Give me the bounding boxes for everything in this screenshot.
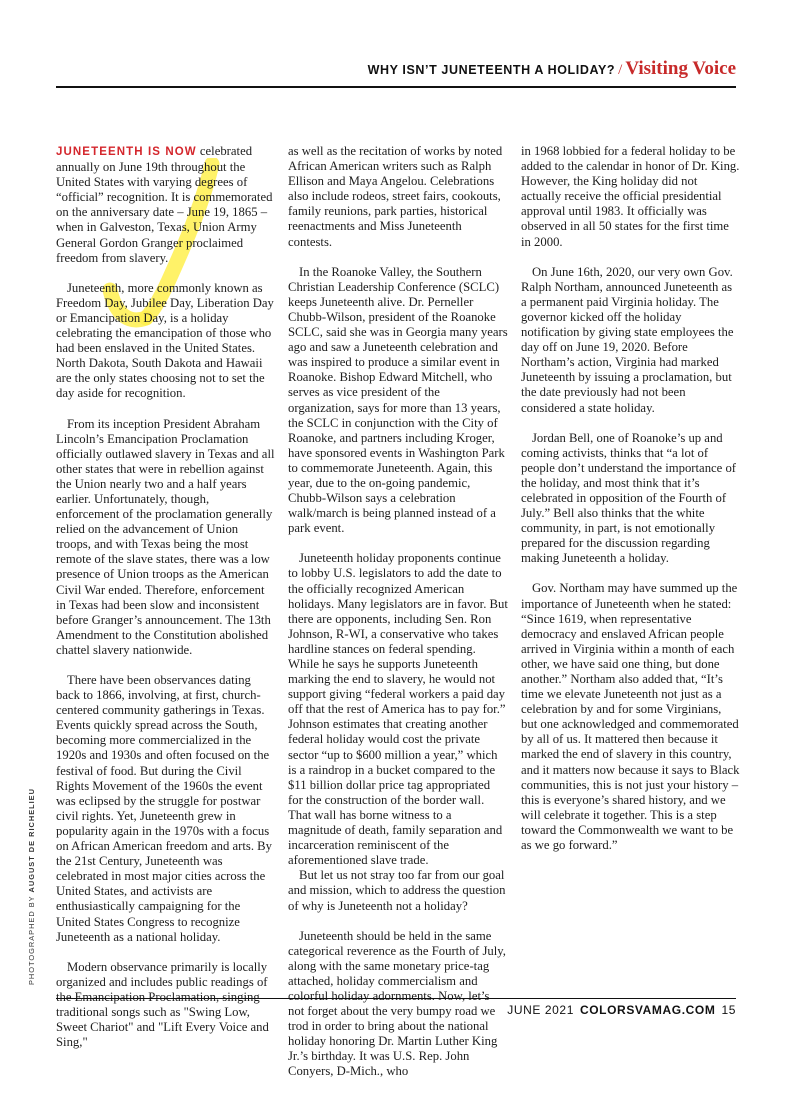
section-name: Visiting Voice [625, 58, 736, 79]
folio [507, 1003, 736, 1017]
paragraph: There have been observances dating back to 1866, involving, at first, church-centered community gatherings in Texas. Events quickly spread across the South, becoming more commercialized in the 1920s and 1930s and often focused on the festival of food. But during the Civil Rights Movement of the 1960s the event was eclipsed by the struggle for postwar civil rights. Yet, Juneteenth grew in popularity again in the 1970s with a focus on African American freedom and arts. By the 21st Century, Juneteenth was celebrated in most major cities across the United States, and activists are enthusiastically campaigning for the United States Congress to recognize Juneteenth as a national holiday. [56, 673, 272, 944]
header-separator: / [618, 62, 623, 78]
paragraph: Juneteenth holiday proponents continue to lobby U.S. legislators to add the date to the officially recognized American holidays. Many legislators are in favor. But there are opponents, including Sen. Ron Johnson, R-WI, a conservative who takes hardline stances on federal spending. While he says he supports Juneteenth marking the end to slavery, he would not support giving “federal workers a paid day off that the rest of America has to pay for.” Johnson estimates that creating another federal holiday would cost the private sector “up to $600 million a year,” which is a raindrop in a bucket compared to the $11 billion dollar price tag appropriated for the construction of the border wall. That wall has borne witness to a magnitude of death, family separation and incarceration reminiscent of the aforementioned slave trade. [288, 551, 508, 868]
paragraph: Gov. Northam may have summed up the importance of Juneteenth when he stated: “Since 1619, when representative democracy and enslaved African people arrived in Virginia within a month of each other, we have said one thing, but done another.” Northam also added that, “It’s time we elevate Juneteenth not just as a celebration by and for some Virginians, but one acknowledged and commemorated by all of us. It mattered then because it marked the end of slavery in this country, and it matters now because it says to Black communities, this is not just your history – this is everyone’s shared history, and we will celebrate it together. This is a step toward the Commonwealth we want to be as we go forward.” [521, 581, 740, 853]
paragraph: in 1968 lobbied for a federal holiday to be added to the calendar in honor of Dr. King. However, the King holiday did not actually receive the official presidential approval until 1983. It officially was observed in all 50 states for the first time in 2000. [521, 144, 740, 249]
paragraph: On June 16th, 2020, our very own Gov. Ralph Northam, announced Juneteenth as a permanent paid Virginia holiday. The governor kicked off the holiday notification by giving state employees the day off on June 19, 2020. Before Northam’s action, Virginia had marked Juneteenth by issuing a proclamation, but the date previously had not been considered a state holiday. [521, 264, 734, 415]
paragraph: Jordan Bell, one of Roanoke’s up and coming activists, thinks that “a lot of people don’t understand the importance of the holiday, and most think that it’s celebrated in opposition of the Fourth of July.” Bell also thinks that the white community, in part, is not emotionally prepared for the discussion regarding making Juneteenth a holiday. [521, 430, 737, 566]
photo-credit-prefix: PHOTOGRAPHED BY [27, 895, 36, 985]
article-column-2 [288, 144, 508, 1095]
header-rule [56, 86, 736, 88]
issue-date: JUNE 2021 [507, 1003, 574, 1017]
paragraph: In the Roanoke Valley, the Southern Christian Leadership Conference (SCLC) keeps Juneteenth alive. Dr. Perneller Chubb-Wilson, president of the Roanoke SCLC, said she was in Georgia many years ago and saw a Juneteenth celebration and was inspired to produce a similar event in Roanoke. Bishop Edward Mitchell, who serves as vice president of the organization, says for more than 13 years, the SCLC in conjunction with the City of Roanoke, and partners including Kroger, have sponsored events in Washington Park to commemorate Juneteenth. Again, this year, due to the on-going pandemic, Chubb-Wilson says a celebration walk/march is being planned instead of a park event. [288, 264, 508, 536]
page-number: 15 [721, 1003, 736, 1017]
paragraph: as well as the recitation of works by noted African American writers such as Ralph Ellison and Maya Angelou. Celebrations also include rodeos, street fairs, cookouts, family reunions, park parties, historical reenactments and Miss Juneteenth contests. [288, 144, 503, 249]
article-column-3 [521, 144, 740, 868]
paragraph: But let us not stray too far from our goal and mission, which to address the question of why is Juneteenth not a holiday? [288, 868, 506, 913]
photo-credit [27, 788, 36, 985]
paragraph: Juneteenth should be held in the same categorical reverence as the Fourth of July, along with the same monetary price-tag attached, holiday commercialism and colorful holiday adornments. Now, let’s not forget about the very bumpy road we trod in order to bring about the national holiday honoring Dr. Martin Luther King Jr.’s birthday. It was U.S. Rep. John Conyers, D-Mich., who [288, 928, 506, 1079]
article-column-1 [56, 144, 275, 1065]
publication-site: COLORSVAMAG.COM [579, 1003, 716, 1017]
photographer-name: AUGUST DE RICHELIEU [27, 788, 36, 893]
footer-rule [56, 998, 736, 999]
paragraph: From its inception President Abraham Lincoln’s Emancipation Proclamation officially outlawed slavery in Texas and all other states that were in rebellion against the Union nearly two and a half years earlier. Unfortunately, though, enforcement of the proclamation generally relied on the advancement of Union troops, and with Texas being the most remote of the slave states, there was a low presence of Union troops as the American Civil War ended. Therefore, enforcement in Texas had been slow and inconsistent before Granger’s announcement. The 13th Amendment to the Constitution abolished chattel slavery nationwide. [56, 416, 275, 657]
paragraph: celebrated annually on June 19th throughout the United States with varying degrees of “official” recognition. It is commemorated on the anniversary date – June 19, 1865 – when in Galveston, Texas, Union Army General Gordon Granger proclaimed freedom from slavery. [56, 144, 273, 265]
lead-in: JUNETEENTH IS NOW [56, 146, 197, 158]
paragraph: Juneteenth, more commonly known as Freedom Day, Jubilee Day, Liberation Day or Emancipation Day, is a holiday celebrating the emancipation of those who had been enslaved in the United States. North Dakota, South Dakota and Hawaii are the only states choosing not to set the day aside for recognition. [56, 280, 274, 401]
paragraph: Modern observance primarily is locally organized and includes public readings of the Emancipation Proclamation, singing traditional songs such as "Swing Low, Sweet Chariot" and "Lift Every Voice and Sing," [56, 959, 269, 1050]
article-title: WHY ISN’T JUNETEENTH A HOLIDAY? [367, 63, 616, 77]
running-head [368, 58, 736, 80]
